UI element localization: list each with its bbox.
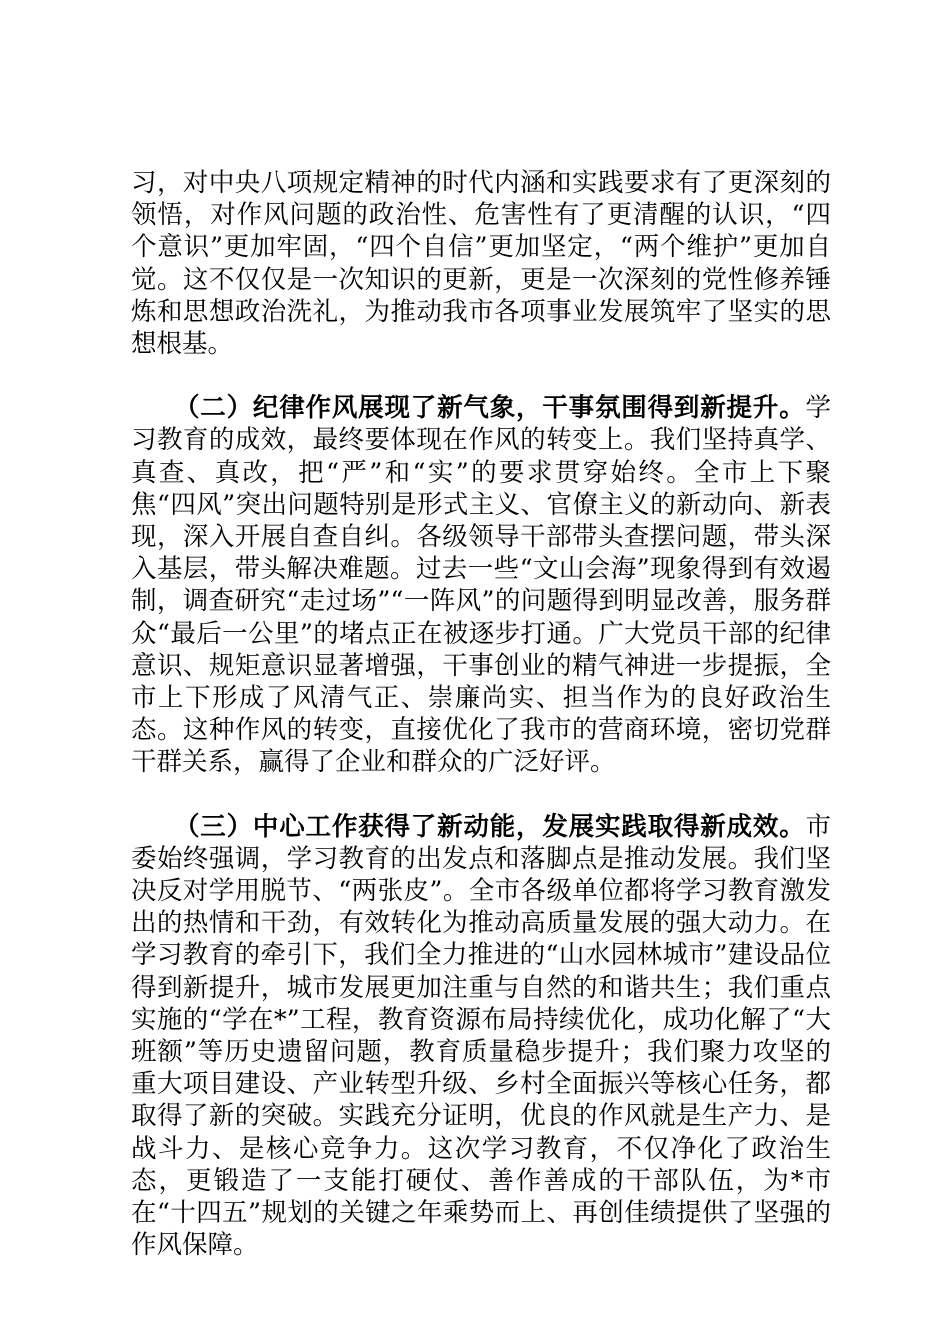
paragraph-text: 市委始终强调，学习教育的出发点和落脚点是推动发展。我们坚决反对学用脱节、“两张皮”。全市各级单位都将学习教育激发出的热情和干劲，有效转化为推动高质量发展的强大动力。在学习教育的牵引下，我们全力推进的“山水园林城市”建设品位得到新提升，城市发展更加注重与自然的和谐共生；我们重点实施的“学在*”工程，教育资源布局持续优化，成功化解了“大班额”等历史遗留问题，教育质量稳步提升；我们聚力攻坚的重大项目建设、产业转型升级、乡村全面振兴等核心任务，都取得了新的突破。实践充分证明，优良的作风就是生产力、是战斗力、是核心竞争力。这次学习教育，不仅净化了政治生态，更锻造了一支能打硬仗、善作善成的干部队伍，为*市在“十四五”规划的关键之年乘势而上、再创佳绩提供了坚强的作风保障。: [131, 811, 831, 1261]
paragraph-text: 习，对中央八项规定精神的时代内涵和实践要求有了更深刻的领悟，对作风问题的政治性、危害性有了更清醒的认识，“四个意识”更加牢固，“四个自信”更加坚定，“两个维护”更加自觉。这不仅仅是一次知识的更新，更是一次深刻的党性修养锤炼和思想政治洗礼，为推动我市各项事业发展筑牢了坚实的思想根基。: [131, 168, 831, 360]
paragraph-section-two: [131, 392, 831, 778]
section-heading-two: （二）纪律作风展现了新气象，干事氛围得到新提升。: [174, 393, 806, 424]
section-heading-three: （三）中心工作获得了新动能，发展实践取得新成效。: [174, 811, 806, 842]
paragraph-continuation: [131, 167, 831, 360]
paragraph-text: 学习教育的成效，最终要体现在作风的转变上。我们坚持真学、真查、真改，把“严”和“实”的要求贯穿始终。全市上下聚焦“四风”突出问题特别是形式主义、官僚主义的新动向、新表现，深入开展自查自纠。各级领导干部带头查摆问题，带头深入基层，带头解决难题。过去一些“文山会海”现象得到有效遏制，调查研究“走过场”“一阵风”的问题得到明显改善，服务群众“最后一公里”的堵点正在被逐步打通。广大党员干部的纪律意识、规矩意识显著增强，干事创业的精气神进一步提振，全市上下形成了风清气正、崇廉尚实、担当作为的良好政治生态。这种作风的转变，直接优化了我市的营商环境，密切党群干群关系，赢得了企业和群众的广泛好评。: [131, 393, 831, 778]
document-body: [131, 167, 831, 1294]
paragraph-section-three: [131, 811, 831, 1262]
